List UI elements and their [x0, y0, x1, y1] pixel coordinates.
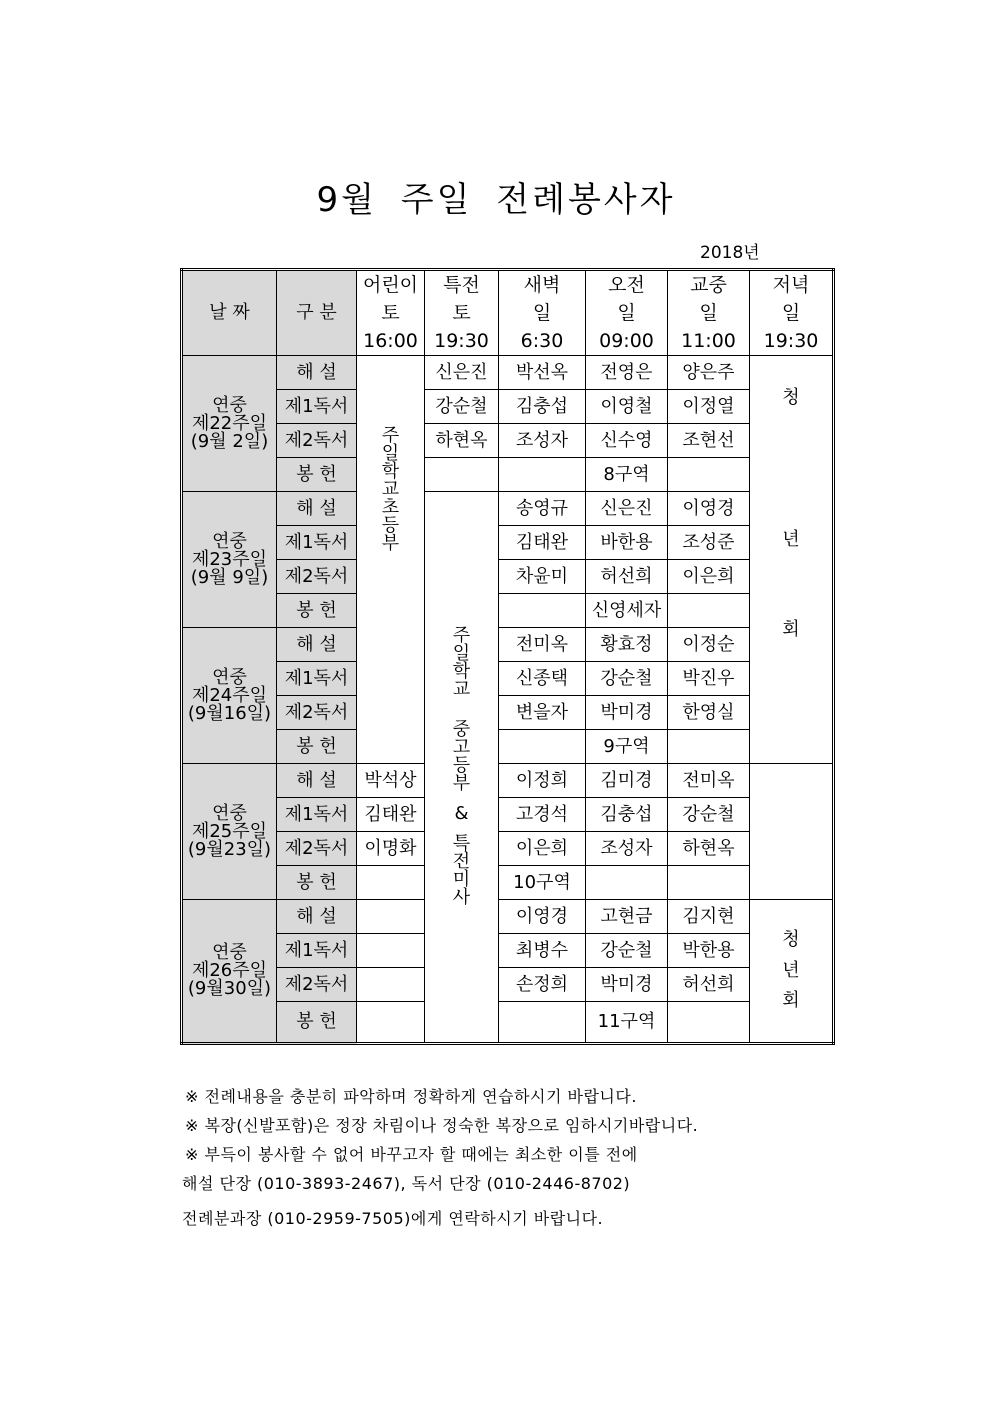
merged-char: 미: [452, 869, 471, 890]
cell: 박한용: [668, 934, 750, 968]
role-label: 봉 헌: [277, 594, 357, 628]
role-label: 봉 헌: [277, 1002, 357, 1044]
role-label: 제2독서: [277, 968, 357, 1002]
merged-char: 전: [452, 851, 471, 872]
cell: 박미경: [586, 968, 668, 1002]
cell: 손정희: [499, 968, 586, 1002]
merged-char: 중: [452, 719, 471, 740]
header-mass-time: 19:30: [425, 327, 499, 356]
merged-char: 학: [381, 460, 400, 482]
header-date: 날 짜: [182, 270, 277, 356]
header-mass-time: 11:00: [668, 327, 750, 356]
note-line: 전례분과장 (010-2959-7505)에게 연락하시기 바랍니다.: [182, 1209, 604, 1228]
cell: 박진우: [668, 662, 750, 696]
merged-char: 등: [452, 755, 471, 776]
header-mass-day: 토: [357, 299, 425, 327]
cell: [425, 458, 499, 492]
cell: 하현옥: [668, 832, 750, 866]
header-mass-name: 저녁: [750, 270, 834, 300]
youth-char: 년: [782, 959, 800, 981]
week-line: (9월23일): [187, 838, 272, 860]
merged-char: &: [454, 803, 469, 824]
merged-char: 고: [452, 737, 471, 758]
role-label: 제2독서: [277, 696, 357, 730]
cell: 강순철: [586, 934, 668, 968]
note-line: 해설 단장 (010-3893-2467), 독서 단장 (010-2446-8702): [182, 1174, 631, 1193]
cell: [357, 900, 425, 934]
children-mass-merged: [357, 356, 425, 764]
youth-char: 청: [782, 929, 800, 951]
cell: 10구역: [499, 866, 586, 900]
cell: 이정순: [668, 628, 750, 662]
role-label: 해 설: [277, 900, 357, 934]
week-line: (9월30일): [187, 978, 272, 999]
cell: [668, 730, 750, 764]
cell: [499, 594, 586, 628]
special-mass-merged: [425, 492, 499, 1044]
cell: 고경석: [499, 798, 586, 832]
cell: 조현선: [668, 424, 750, 458]
role-label: 봉 헌: [277, 730, 357, 764]
week-line: 연중: [212, 666, 247, 688]
header-mass-time: 09:00: [586, 327, 668, 356]
cell: 김태완: [499, 526, 586, 560]
cell: 허선희: [586, 560, 668, 594]
cell: 조성자: [499, 424, 586, 458]
week-line: 연중: [212, 942, 247, 963]
cell: 한영실: [668, 696, 750, 730]
cell: 김충섭: [586, 798, 668, 832]
page-title: 9월 주일 전례봉사자: [316, 180, 676, 220]
youth-char: 회: [782, 990, 800, 1012]
schedule-table: [180, 268, 835, 1045]
role-label: 제1독서: [277, 526, 357, 560]
week-date-cell: [182, 492, 277, 628]
merged-char: 교: [452, 679, 471, 700]
role-label: 제2독서: [277, 560, 357, 594]
header-mass-name: 새벽: [499, 270, 586, 300]
merged-char: 일: [381, 442, 400, 464]
cell: 이은희: [499, 832, 586, 866]
role-label: 봉 헌: [277, 866, 357, 900]
merged-char: 사: [452, 887, 471, 908]
header-mass-time: 6:30: [499, 327, 586, 356]
cell: 신은진: [586, 492, 668, 526]
merged-char: 교: [381, 478, 400, 500]
week-line: (9월 2일): [190, 430, 269, 452]
merged-char: 일: [452, 643, 471, 664]
cell: [668, 594, 750, 628]
cell: 김미경: [586, 764, 668, 798]
youth-char: 회: [782, 618, 800, 640]
header-mass-day: 일: [586, 299, 668, 327]
cell: 박선옥: [499, 356, 586, 390]
header-mass-time: 19:30: [750, 327, 834, 356]
cell: 양은주: [668, 356, 750, 390]
cell: 이영경: [668, 492, 750, 526]
role-label: 해 설: [277, 356, 357, 390]
cell: 신영세자: [586, 594, 668, 628]
youth-mass-merged: [750, 356, 834, 764]
cell: [357, 968, 425, 1002]
cell: 신은진: [425, 356, 499, 390]
note-line: ※ 복장(신발포함)은 정장 차림이나 정숙한 복장으로 임하시기바랍니다.: [185, 1116, 699, 1135]
cell: [499, 458, 586, 492]
cell: [357, 866, 425, 900]
role-label: 봉 헌: [277, 458, 357, 492]
role-label: 제2독서: [277, 424, 357, 458]
merged-char: 특: [452, 833, 471, 854]
cell: 9구역: [586, 730, 668, 764]
cell: 황효정: [586, 628, 668, 662]
header-mass-time: 16:00: [357, 327, 425, 356]
cell: 전미옥: [668, 764, 750, 798]
cell: 조성준: [668, 526, 750, 560]
cell: 강순철: [586, 662, 668, 696]
role-label: 해 설: [277, 628, 357, 662]
cell: 이영철: [586, 390, 668, 424]
role-label: 제1독서: [277, 798, 357, 832]
header-mass-name: 교중: [668, 270, 750, 300]
cell: 이은희: [668, 560, 750, 594]
role-label: 제1독서: [277, 934, 357, 968]
cell: 조성자: [586, 832, 668, 866]
merged-char: 주: [381, 424, 400, 446]
week-date-cell: [182, 356, 277, 492]
notes: [182, 1082, 699, 1233]
merged-char: 주: [452, 625, 471, 646]
header-mass-name: 오전: [586, 270, 668, 300]
cell: 이영경: [499, 900, 586, 934]
week-line: 제22주일: [191, 412, 268, 434]
cell: 고현금: [586, 900, 668, 934]
cell: [668, 458, 750, 492]
cell: 전영은: [586, 356, 668, 390]
week-line: 연중: [212, 530, 247, 552]
cell: 8구역: [586, 458, 668, 492]
cell: 박석상: [357, 764, 425, 798]
merged-char: 등: [381, 514, 400, 536]
week-date-cell: [182, 764, 277, 900]
merged-char: 부: [381, 532, 400, 554]
role-label: 해 설: [277, 764, 357, 798]
role-label: 제2독서: [277, 832, 357, 866]
cell: 송영규: [499, 492, 586, 526]
cell: 허선희: [668, 968, 750, 1002]
week-line: 제24주일: [191, 684, 268, 706]
header-mass-day: 토: [425, 299, 499, 327]
header-mass-day: 일: [499, 299, 586, 327]
week-line: (9월16일): [187, 702, 272, 724]
week-date-cell: [182, 900, 277, 1044]
cell: [357, 934, 425, 968]
cell: 강순철: [425, 390, 499, 424]
cell: 신종택: [499, 662, 586, 696]
cell: 신수영: [586, 424, 668, 458]
role-label: 제1독서: [277, 390, 357, 424]
header-mass-day: 일: [750, 299, 834, 327]
youth-char: 년: [782, 528, 800, 550]
year-label: 2018년: [700, 243, 760, 263]
cell: [357, 1002, 425, 1044]
cell: 김충섭: [499, 390, 586, 424]
cell: 이정희: [499, 764, 586, 798]
note-line: ※ 부득이 봉사할 수 없어 바꾸고자 할 때에는 최소한 이틀 전에: [185, 1145, 638, 1164]
cell: [668, 1002, 750, 1044]
cell: 하현옥: [425, 424, 499, 458]
cell: [499, 1002, 586, 1044]
cell: [499, 730, 586, 764]
week-line: 제23주일: [191, 548, 268, 570]
header-mass-name: 어린이: [357, 270, 425, 300]
week-line: (9월 9일): [190, 566, 269, 588]
cell: 강순철: [668, 798, 750, 832]
cell: 이정열: [668, 390, 750, 424]
cell: 최병수: [499, 934, 586, 968]
cell: 전미옥: [499, 628, 586, 662]
cell: 김지현: [668, 900, 750, 934]
cell: [668, 866, 750, 900]
role-label: 해 설: [277, 492, 357, 526]
cell: [586, 866, 668, 900]
cell: 11구역: [586, 1002, 668, 1044]
week-line: 제25주일: [191, 820, 268, 842]
week-line: 제26주일: [191, 960, 268, 981]
cell: 김태완: [357, 798, 425, 832]
header-mass-name: 특전: [425, 270, 499, 300]
merged-char: 초: [381, 496, 400, 518]
role-label: 제1독서: [277, 662, 357, 696]
week-line: 연중: [212, 802, 247, 824]
youth-mass-merged-2: [750, 900, 834, 1044]
header-section: 구 분: [277, 270, 357, 356]
cell: 바한용: [586, 526, 668, 560]
cell: 변을자: [499, 696, 586, 730]
merged-char: 부: [452, 773, 471, 794]
merged-char: 학: [452, 661, 471, 682]
header-mass-day: 일: [668, 299, 750, 327]
cell: 박미경: [586, 696, 668, 730]
note-line: ※ 전례내용을 충분히 파악하며 정확하게 연습하시기 바랍니다.: [185, 1087, 637, 1106]
youth-char: 청: [782, 386, 800, 408]
week-date-cell: [182, 628, 277, 764]
week-line: 연중: [212, 394, 247, 416]
cell: 차윤미: [499, 560, 586, 594]
cell: 이명화: [357, 832, 425, 866]
